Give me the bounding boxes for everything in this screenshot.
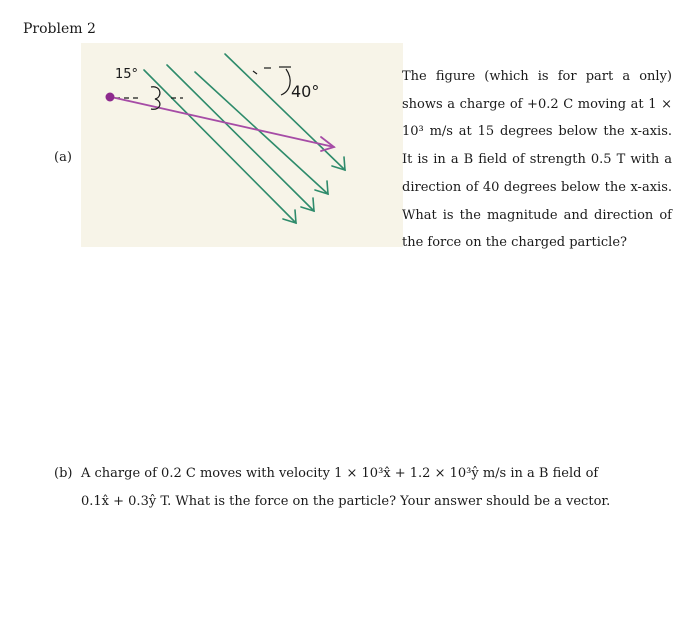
figure-drawing [81,43,403,247]
field-lines [144,54,345,223]
field-angle-label: 40° [291,82,320,101]
part-a-question: The figure (which is for part a only) shows a charge of +0.2 C moving at 1 × 10³ m/s at 15 degrees below the x-axis. It is in a B field of strength 0.5 T with a direction of 40 degrees below the x-axis. What is the magnitude and direction of the force on the charged particle? [402,69,672,251]
field-line [144,70,296,223]
velocity-vector [111,97,334,151]
part-b-label: (b) [54,466,73,481]
charge-dot [106,93,115,102]
part-a-label: (a) [54,150,72,165]
velocity-angle-label: 15° [115,67,139,82]
field-line [225,54,345,170]
problem-heading: Problem 2 [23,21,96,37]
part-b [54,460,624,516]
field-angle-reference [253,67,291,95]
problem-figure [81,43,403,247]
part-b-question: A charge of 0.2 C moves with velocity 1 × 10³x̂ + 1.2 × 10³ŷ m/s in a B field of 0.1x̂ + 0.3ŷ T. What is the force on the particle? Your answer should be a vector. [81,466,611,509]
